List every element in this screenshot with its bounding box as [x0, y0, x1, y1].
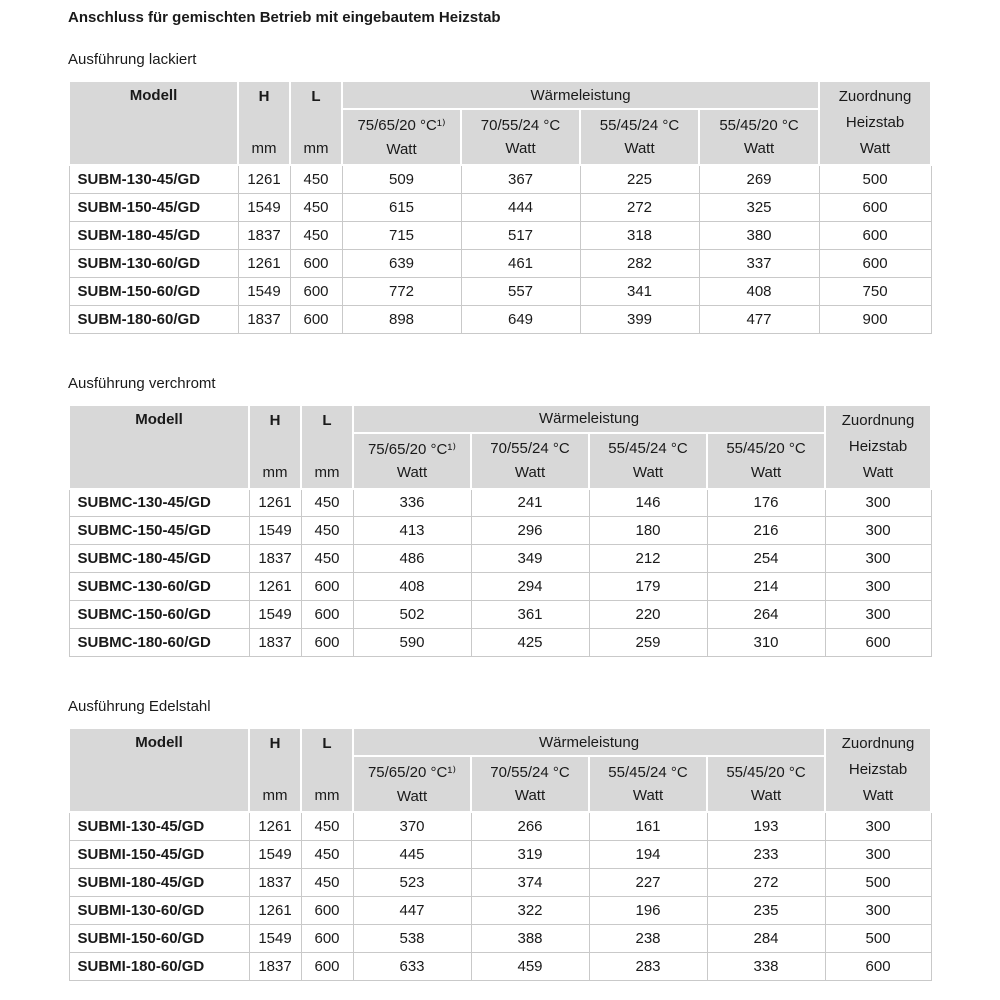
model-cell: SUBM-150-60/GD: [69, 277, 238, 305]
col-header-temp-1: 75/65/20 °C¹⁾ Watt: [353, 433, 471, 489]
value-cell: 225: [580, 165, 699, 193]
value-cell: 310: [707, 629, 825, 657]
col-header-temp-4: 55/45/20 °C Watt: [699, 109, 819, 165]
spec-table-edelstahl: [68, 727, 932, 981]
value-cell: 509: [342, 165, 461, 193]
model-cell: SUBM-180-45/GD: [69, 221, 238, 249]
model-cell: SUBM-130-60/GD: [69, 249, 238, 277]
table-row: [69, 924, 931, 952]
value-cell: 1837: [249, 545, 301, 573]
table-row: [69, 249, 931, 277]
value-cell: 450: [301, 517, 353, 545]
value-cell: 1837: [249, 868, 301, 896]
unit-mm: mm: [251, 140, 277, 157]
section-label-edelstahl: Ausführung Edelstahl: [68, 698, 211, 715]
value-cell: 322: [471, 896, 589, 924]
model-cell: SUBMC-150-45/GD: [69, 517, 249, 545]
col-header-temp-2: 70/55/24 °C Watt: [471, 756, 589, 812]
unit-watt: Watt: [862, 787, 894, 804]
value-cell: 1549: [238, 277, 290, 305]
unit-mm: mm: [314, 787, 340, 804]
value-cell: 486: [353, 545, 471, 573]
value-cell: 900: [819, 305, 931, 333]
value-cell: 284: [707, 924, 825, 952]
value-cell: 235: [707, 896, 825, 924]
value-cell: 600: [301, 952, 353, 980]
value-cell: 600: [301, 573, 353, 601]
unit-watt: Watt: [743, 140, 775, 158]
model-cell: SUBMC-180-60/GD: [69, 629, 249, 657]
spec-table-lackiert: [68, 80, 932, 334]
col-header-l: L mm: [301, 405, 353, 489]
value-cell: 600: [301, 896, 353, 924]
table-header: [69, 81, 931, 165]
value-cell: 450: [301, 545, 353, 573]
col-header-h: H mm: [249, 405, 301, 489]
page-title: Anschluss für gemischten Betrieb mit eingebautem Heizstab: [68, 9, 501, 26]
unit-watt: Watt: [750, 463, 782, 481]
value-cell: 898: [342, 305, 461, 333]
section-label-lackiert: Ausführung lackiert: [68, 51, 197, 68]
table-row: [69, 221, 931, 249]
table-row: [69, 896, 931, 924]
col-header-modell: Modell: [69, 81, 238, 165]
table-body: [69, 165, 931, 333]
table-body: [69, 812, 931, 980]
model-cell: SUBM-180-60/GD: [69, 305, 238, 333]
value-cell: 283: [589, 952, 707, 980]
value-cell: 214: [707, 573, 825, 601]
value-cell: 1837: [238, 221, 290, 249]
col-header-modell: Modell: [69, 405, 249, 489]
value-cell: 1261: [238, 165, 290, 193]
value-cell: 227: [589, 868, 707, 896]
unit-watt: Watt: [632, 787, 664, 805]
value-cell: 272: [707, 868, 825, 896]
col-header-h: H mm: [238, 81, 290, 165]
value-cell: 194: [589, 840, 707, 868]
col-header-zuordnung: Zuordnung Heizstab Watt: [825, 728, 931, 812]
unit-mm: mm: [314, 463, 340, 481]
model-cell: SUBM-150-45/GD: [69, 193, 238, 221]
value-cell: 212: [589, 545, 707, 573]
value-cell: 241: [471, 489, 589, 517]
value-cell: 600: [819, 249, 931, 277]
col-header-waermeleistung: Wärmeleistung: [342, 81, 819, 109]
value-cell: 361: [471, 601, 589, 629]
value-cell: 715: [342, 221, 461, 249]
unit-watt: Watt: [505, 140, 536, 158]
unit-watt: Watt: [514, 787, 546, 805]
unit-watt: Watt: [632, 463, 664, 481]
value-cell: 600: [290, 305, 342, 333]
value-cell: 300: [825, 840, 931, 868]
table-row: [69, 573, 931, 601]
value-cell: 1261: [249, 489, 301, 517]
value-cell: 318: [580, 221, 699, 249]
value-cell: 450: [290, 165, 342, 193]
table-row: [69, 165, 931, 193]
value-cell: 370: [353, 812, 471, 840]
value-cell: 444: [461, 193, 580, 221]
value-cell: 600: [819, 193, 931, 221]
table-row: [69, 489, 931, 517]
value-cell: 300: [825, 545, 931, 573]
value-cell: 425: [471, 629, 589, 657]
table-body: [69, 489, 931, 657]
section-label-verchromt: Ausführung verchromt: [68, 374, 216, 392]
value-cell: 349: [471, 545, 589, 573]
col-header-temp-4: 55/45/20 °C Watt: [707, 756, 825, 812]
value-cell: 450: [290, 221, 342, 249]
table-row: [69, 193, 931, 221]
value-cell: 259: [589, 629, 707, 657]
value-cell: 1261: [249, 573, 301, 601]
value-cell: 413: [353, 517, 471, 545]
col-header-temp-2: 70/55/24 °C Watt: [471, 433, 589, 489]
value-cell: 600: [290, 249, 342, 277]
value-cell: 300: [825, 517, 931, 545]
value-cell: 300: [825, 896, 931, 924]
value-cell: 772: [342, 277, 461, 305]
value-cell: 502: [353, 601, 471, 629]
value-cell: 180: [589, 517, 707, 545]
value-cell: 300: [825, 573, 931, 601]
value-cell: 450: [301, 489, 353, 517]
value-cell: 176: [707, 489, 825, 517]
value-cell: 633: [353, 952, 471, 980]
value-cell: 408: [353, 573, 471, 601]
table-header: [69, 405, 931, 489]
value-cell: 193: [707, 812, 825, 840]
value-cell: 367: [461, 165, 580, 193]
value-cell: 450: [301, 840, 353, 868]
value-cell: 269: [699, 165, 819, 193]
unit-watt: Watt: [750, 787, 782, 805]
value-cell: 500: [825, 868, 931, 896]
value-cell: 590: [353, 629, 471, 657]
unit-watt: Watt: [396, 787, 428, 805]
col-header-h: H mm: [249, 728, 301, 812]
value-cell: 1549: [249, 601, 301, 629]
value-cell: 500: [819, 165, 931, 193]
model-cell: SUBMI-150-45/GD: [69, 840, 249, 868]
value-cell: 649: [461, 305, 580, 333]
value-cell: 216: [707, 517, 825, 545]
value-cell: 254: [707, 545, 825, 573]
value-cell: 179: [589, 573, 707, 601]
value-cell: 615: [342, 193, 461, 221]
value-cell: 523: [353, 868, 471, 896]
table-row: [69, 812, 931, 840]
value-cell: 600: [290, 277, 342, 305]
value-cell: 600: [819, 221, 931, 249]
value-cell: 272: [580, 193, 699, 221]
spec-table-verchromt: [68, 404, 932, 658]
value-cell: 517: [461, 221, 580, 249]
col-header-l: L mm: [290, 81, 342, 165]
value-cell: 600: [825, 629, 931, 657]
value-cell: 374: [471, 868, 589, 896]
table-row: [69, 545, 931, 573]
value-cell: 146: [589, 489, 707, 517]
value-cell: 477: [699, 305, 819, 333]
table-row: [69, 277, 931, 305]
col-header-temp-1: 75/65/20 °C¹⁾ Watt: [353, 756, 471, 812]
value-cell: 450: [301, 812, 353, 840]
value-cell: 300: [825, 489, 931, 517]
value-cell: 233: [707, 840, 825, 868]
table-header: [69, 728, 931, 812]
value-cell: 238: [589, 924, 707, 952]
value-cell: 300: [825, 812, 931, 840]
unit-mm: mm: [262, 787, 288, 804]
unit-watt: Watt: [859, 140, 891, 157]
value-cell: 1261: [249, 812, 301, 840]
value-cell: 600: [825, 952, 931, 980]
value-cell: 1549: [249, 924, 301, 952]
model-cell: SUBMI-150-60/GD: [69, 924, 249, 952]
col-header-zuordnung: Zuordnung Heizstab Watt: [825, 405, 931, 489]
value-cell: 220: [589, 601, 707, 629]
unit-watt: Watt: [396, 464, 428, 482]
value-cell: 1549: [238, 193, 290, 221]
unit-watt: Watt: [624, 140, 655, 158]
table-row: [69, 868, 931, 896]
value-cell: 161: [589, 812, 707, 840]
value-cell: 294: [471, 573, 589, 601]
model-cell: SUBMC-130-45/GD: [69, 489, 249, 517]
value-cell: 300: [825, 601, 931, 629]
col-header-temp-2: 70/55/24 °C Watt: [461, 109, 580, 165]
value-cell: 282: [580, 249, 699, 277]
value-cell: 196: [589, 896, 707, 924]
value-cell: 500: [825, 924, 931, 952]
value-cell: 450: [290, 193, 342, 221]
model-cell: SUBMC-150-60/GD: [69, 601, 249, 629]
model-cell: SUBM-130-45/GD: [69, 165, 238, 193]
value-cell: 319: [471, 840, 589, 868]
value-cell: 600: [301, 924, 353, 952]
value-cell: 459: [471, 952, 589, 980]
value-cell: 639: [342, 249, 461, 277]
table-row: [69, 305, 931, 333]
value-cell: 264: [707, 601, 825, 629]
value-cell: 266: [471, 812, 589, 840]
value-cell: 750: [819, 277, 931, 305]
col-header-zuordnung: Zuordnung Heizstab Watt: [819, 81, 931, 165]
unit-watt: Watt: [386, 140, 417, 158]
value-cell: 338: [707, 952, 825, 980]
value-cell: 557: [461, 277, 580, 305]
value-cell: 408: [699, 277, 819, 305]
col-header-temp-3: 55/45/24 °C Watt: [589, 433, 707, 489]
value-cell: 538: [353, 924, 471, 952]
value-cell: 600: [301, 601, 353, 629]
table-row: [69, 952, 931, 980]
col-header-waermeleistung: Wärmeleistung: [353, 728, 825, 756]
unit-mm: mm: [303, 140, 329, 157]
model-cell: SUBMC-180-45/GD: [69, 545, 249, 573]
value-cell: 450: [301, 868, 353, 896]
value-cell: 388: [471, 924, 589, 952]
col-header-temp-1: 75/65/20 °C¹⁾ Watt: [342, 109, 461, 165]
table-row: [69, 840, 931, 868]
value-cell: 1837: [249, 952, 301, 980]
table-row: [69, 629, 931, 657]
value-cell: 461: [461, 249, 580, 277]
table-row: [69, 601, 931, 629]
value-cell: 380: [699, 221, 819, 249]
value-cell: 1261: [249, 896, 301, 924]
value-cell: 445: [353, 840, 471, 868]
table-row: [69, 517, 931, 545]
value-cell: 296: [471, 517, 589, 545]
col-header-temp-3: 55/45/24 °C Watt: [589, 756, 707, 812]
col-header-modell: Modell: [69, 728, 249, 812]
value-cell: 1549: [249, 840, 301, 868]
unit-watt: Watt: [862, 463, 894, 481]
model-cell: SUBMI-180-45/GD: [69, 868, 249, 896]
model-cell: SUBMI-130-45/GD: [69, 812, 249, 840]
value-cell: 336: [353, 489, 471, 517]
value-cell: 1837: [249, 629, 301, 657]
value-cell: 1261: [238, 249, 290, 277]
value-cell: 341: [580, 277, 699, 305]
value-cell: 325: [699, 193, 819, 221]
value-cell: 337: [699, 249, 819, 277]
value-cell: 1549: [249, 517, 301, 545]
model-cell: SUBMC-130-60/GD: [69, 573, 249, 601]
col-header-temp-4: 55/45/20 °C Watt: [707, 433, 825, 489]
unit-watt: Watt: [514, 463, 546, 481]
col-header-l: L mm: [301, 728, 353, 812]
value-cell: 447: [353, 896, 471, 924]
model-cell: SUBMI-180-60/GD: [69, 952, 249, 980]
unit-mm: mm: [262, 463, 288, 481]
col-header-waermeleistung: Wärmeleistung: [353, 405, 825, 433]
col-header-temp-3: 55/45/24 °C Watt: [580, 109, 699, 165]
value-cell: 600: [301, 629, 353, 657]
value-cell: 399: [580, 305, 699, 333]
model-cell: SUBMI-130-60/GD: [69, 896, 249, 924]
value-cell: 1837: [238, 305, 290, 333]
